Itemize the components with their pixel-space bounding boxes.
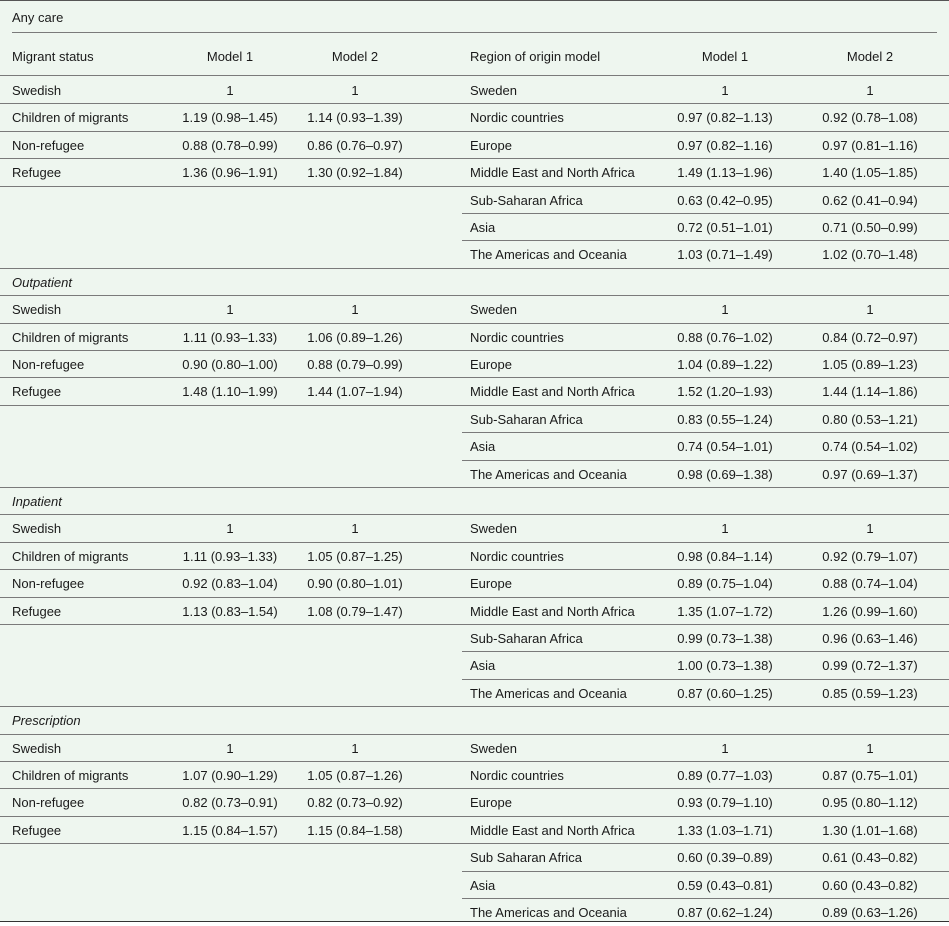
region-model1-cell: 1.00 (0.73–1.38) bbox=[677, 658, 773, 673]
migrant-model2-cell: 1 bbox=[351, 741, 359, 756]
region-label-cell: Sub-Saharan Africa bbox=[470, 631, 583, 646]
region-model1-cell: 0.74 (0.54–1.01) bbox=[677, 439, 773, 454]
table-row bbox=[0, 872, 949, 899]
region-model2-cell: 1 bbox=[866, 302, 874, 317]
region-model1-cell: 1 bbox=[721, 302, 729, 317]
region-label-cell: Sub-Saharan Africa bbox=[470, 193, 583, 208]
region-label-cell: Sweden bbox=[470, 741, 517, 756]
section-title: Outpatient bbox=[12, 275, 72, 290]
migrant-model2-cell: 0.88 (0.79–0.99) bbox=[307, 357, 403, 372]
migrant-model1-cell: 1.13 (0.83–1.54) bbox=[182, 604, 278, 619]
region-label-cell: The Americas and Oceania bbox=[470, 467, 627, 482]
migrant-model2-cell: 1.06 (0.89–1.26) bbox=[307, 330, 403, 345]
table-title: Any care bbox=[12, 10, 64, 25]
migrant-model2-cell: 1.44 (1.07–1.94) bbox=[307, 384, 403, 399]
region-model1-cell: 1 bbox=[721, 741, 729, 756]
migrant-label-cell: Children of migrants bbox=[12, 768, 129, 783]
region-label-cell: Nordic countries bbox=[470, 768, 564, 783]
table-row bbox=[0, 515, 949, 542]
region-label-cell: Europe bbox=[470, 357, 512, 372]
region-label-cell: The Americas and Oceania bbox=[470, 686, 627, 701]
table-row bbox=[0, 817, 949, 844]
region-model2-cell: 0.62 (0.41–0.94) bbox=[822, 193, 918, 208]
col-header-migrant-status: Migrant status bbox=[12, 49, 94, 64]
migrant-label-cell: Non-refugee bbox=[12, 138, 85, 153]
table-row bbox=[0, 680, 949, 707]
region-model2-cell: 0.97 (0.81–1.16) bbox=[822, 138, 918, 153]
col-header-region-model2: Model 2 bbox=[846, 49, 894, 64]
region-label-cell: Middle East and North Africa bbox=[470, 165, 635, 180]
region-model2-cell: 0.99 (0.72–1.37) bbox=[822, 658, 918, 673]
region-label-cell: Sweden bbox=[470, 521, 517, 536]
migrant-model1-cell: 0.88 (0.78–0.99) bbox=[182, 138, 278, 153]
migrant-model1-cell: 0.90 (0.80–1.00) bbox=[182, 357, 278, 372]
region-model1-cell: 0.83 (0.55–1.24) bbox=[677, 412, 773, 427]
region-model2-cell: 1 bbox=[866, 741, 874, 756]
region-label-cell: Europe bbox=[470, 576, 512, 591]
region-model2-cell: 0.84 (0.72–0.97) bbox=[822, 330, 918, 345]
region-model2-cell: 0.88 (0.74–1.04) bbox=[822, 576, 918, 591]
region-model1-cell: 0.98 (0.69–1.38) bbox=[677, 467, 773, 482]
migrant-label-cell: Swedish bbox=[12, 302, 62, 317]
section-title: Prescription bbox=[12, 713, 81, 728]
table-row bbox=[0, 132, 949, 159]
table-row bbox=[0, 789, 949, 816]
migrant-model1-cell: 1.07 (0.90–1.29) bbox=[182, 768, 278, 783]
table-row bbox=[0, 735, 949, 762]
col-header-model2: Model 2 bbox=[331, 49, 379, 64]
migrant-model2-cell: 1 bbox=[351, 521, 359, 536]
migrant-model2-cell: 1 bbox=[351, 83, 359, 98]
section-title-row bbox=[0, 488, 949, 515]
col-header-region: Region of origin model bbox=[470, 49, 601, 64]
migrant-model1-cell: 1.19 (0.98–1.45) bbox=[182, 110, 278, 125]
table-row bbox=[0, 433, 949, 460]
table-row bbox=[0, 187, 949, 214]
migrant-model1-cell: 0.92 (0.83–1.04) bbox=[182, 576, 278, 591]
table-row bbox=[0, 351, 949, 378]
table-row bbox=[0, 214, 949, 241]
region-model2-cell: 0.95 (0.80–1.12) bbox=[822, 795, 918, 810]
migrant-model1-cell: 1 bbox=[226, 741, 234, 756]
region-model2-cell: 0.74 (0.54–1.02) bbox=[822, 439, 918, 454]
region-model1-cell: 1.49 (1.13–1.96) bbox=[677, 165, 773, 180]
migrant-label-cell: Refugee bbox=[12, 823, 62, 838]
region-model1-cell: 0.98 (0.84–1.14) bbox=[677, 549, 773, 564]
region-label-cell: Asia bbox=[470, 220, 496, 235]
region-label-cell: Europe bbox=[470, 795, 512, 810]
region-model2-cell: 1 bbox=[866, 83, 874, 98]
region-model1-cell: 0.88 (0.76–1.02) bbox=[677, 330, 773, 345]
region-label-cell: Asia bbox=[470, 439, 496, 454]
region-model2-cell: 1.26 (0.99–1.60) bbox=[822, 604, 918, 619]
region-model2-cell: 0.87 (0.75–1.01) bbox=[822, 768, 918, 783]
region-model1-cell: 1 bbox=[721, 521, 729, 536]
region-model1-cell: 0.93 (0.79–1.10) bbox=[677, 795, 773, 810]
migrant-model2-cell: 1.15 (0.84–1.58) bbox=[307, 823, 403, 838]
region-label-cell: Middle East and North Africa bbox=[470, 604, 635, 619]
table-row bbox=[0, 241, 949, 268]
region-model2-cell: 0.97 (0.69–1.37) bbox=[822, 467, 918, 482]
col-header-region-model1: Model 1 bbox=[701, 49, 749, 64]
title-rule bbox=[12, 32, 937, 33]
region-model1-cell: 0.89 (0.75–1.04) bbox=[677, 576, 773, 591]
migrant-model1-cell: 1 bbox=[226, 521, 234, 536]
table-row bbox=[0, 159, 949, 186]
migrant-model1-cell: 1.48 (1.10–1.99) bbox=[182, 384, 278, 399]
region-model1-cell: 0.63 (0.42–0.95) bbox=[677, 193, 773, 208]
migrant-model2-cell: 0.82 (0.73–0.92) bbox=[307, 795, 403, 810]
section-title: Inpatient bbox=[12, 494, 62, 509]
region-model2-cell: 1.05 (0.89–1.23) bbox=[822, 357, 918, 372]
region-label-cell: Sweden bbox=[470, 83, 517, 98]
region-model1-cell: 1.03 (0.71–1.49) bbox=[677, 247, 773, 262]
table-row bbox=[0, 104, 949, 131]
region-label-cell: Nordic countries bbox=[470, 549, 564, 564]
table-row bbox=[0, 762, 949, 789]
migrant-model1-cell: 1.11 (0.93–1.33) bbox=[182, 330, 278, 345]
migrant-label-cell: Children of migrants bbox=[12, 110, 129, 125]
table-row bbox=[0, 461, 949, 488]
region-model1-cell: 0.72 (0.51–1.01) bbox=[677, 220, 773, 235]
migrant-label-cell: Non-refugee bbox=[12, 357, 85, 372]
migrant-model2-cell: 1.14 (0.93–1.39) bbox=[307, 110, 403, 125]
region-model1-cell: 1.33 (1.03–1.71) bbox=[677, 823, 773, 838]
region-model2-cell: 1.40 (1.05–1.85) bbox=[822, 165, 918, 180]
region-model1-cell: 0.97 (0.82–1.16) bbox=[677, 138, 773, 153]
migrant-model2-cell: 1.05 (0.87–1.26) bbox=[307, 768, 403, 783]
region-label-cell: Nordic countries bbox=[470, 330, 564, 345]
table-row bbox=[0, 844, 949, 871]
migrant-model1-cell: 0.82 (0.73–0.91) bbox=[182, 795, 278, 810]
table-title-row bbox=[0, 4, 949, 31]
table-row bbox=[0, 652, 949, 679]
region-model2-cell: 1.30 (1.01–1.68) bbox=[822, 823, 918, 838]
region-model2-cell: 0.71 (0.50–0.99) bbox=[822, 220, 918, 235]
region-model2-cell: 0.92 (0.78–1.08) bbox=[822, 110, 918, 125]
region-model2-cell: 0.85 (0.59–1.23) bbox=[822, 686, 918, 701]
table-row bbox=[0, 625, 949, 652]
region-model2-cell: 0.61 (0.43–0.82) bbox=[822, 850, 918, 865]
table-row bbox=[0, 296, 949, 323]
region-label-cell: Asia bbox=[470, 878, 496, 893]
migrant-label-cell: Refugee bbox=[12, 384, 62, 399]
header-rule bbox=[0, 75, 949, 76]
migrant-label-cell: Refugee bbox=[12, 165, 62, 180]
region-model1-cell: 0.87 (0.60–1.25) bbox=[677, 686, 773, 701]
migrant-model2-cell: 0.90 (0.80–1.01) bbox=[307, 576, 403, 591]
migrant-label-cell: Refugee bbox=[12, 604, 62, 619]
region-model1-cell: 0.59 (0.43–0.81) bbox=[677, 878, 773, 893]
region-label-cell: The Americas and Oceania bbox=[470, 905, 627, 920]
table-row bbox=[0, 378, 949, 405]
region-label-cell: The Americas and Oceania bbox=[470, 247, 627, 262]
migrant-model1-cell: 1.11 (0.93–1.33) bbox=[182, 549, 278, 564]
col-header-model1: Model 1 bbox=[206, 49, 254, 64]
table-row bbox=[0, 324, 949, 351]
region-label-cell: Sub-Saharan Africa bbox=[470, 412, 583, 427]
region-model1-cell: 1.52 (1.20–1.93) bbox=[677, 384, 773, 399]
region-model2-cell: 0.60 (0.43–0.82) bbox=[822, 878, 918, 893]
migrant-model2-cell: 1 bbox=[351, 302, 359, 317]
migrant-label-cell: Swedish bbox=[12, 521, 62, 536]
migrant-label-cell: Non-refugee bbox=[12, 795, 85, 810]
region-label-cell: Middle East and North Africa bbox=[470, 823, 635, 838]
section-title-row bbox=[0, 269, 949, 296]
region-model1-cell: 0.89 (0.77–1.03) bbox=[677, 768, 773, 783]
migrant-model2-cell: 1.05 (0.87–1.25) bbox=[307, 549, 403, 564]
region-model2-cell: 1.02 (0.70–1.48) bbox=[822, 247, 918, 262]
region-model1-cell: 0.99 (0.73–1.38) bbox=[677, 631, 773, 646]
region-model1-cell: 0.87 (0.62–1.24) bbox=[677, 905, 773, 920]
migrant-model1-cell: 1.15 (0.84–1.57) bbox=[182, 823, 278, 838]
region-label-cell: Sweden bbox=[470, 302, 517, 317]
migrant-label-cell: Non-refugee bbox=[12, 576, 85, 591]
region-label-cell: Sub Saharan Africa bbox=[470, 850, 583, 865]
table-row bbox=[0, 406, 949, 433]
migrant-model1-cell: 1 bbox=[226, 302, 234, 317]
region-label-cell: Middle East and North Africa bbox=[470, 384, 635, 399]
region-model2-cell: 1.44 (1.14–1.86) bbox=[822, 384, 918, 399]
table-row bbox=[0, 543, 949, 570]
migrant-label-cell: Children of migrants bbox=[12, 549, 129, 564]
region-model1-cell: 1.04 (0.89–1.22) bbox=[677, 357, 773, 372]
table-row bbox=[0, 598, 949, 625]
migrant-model2-cell: 0.86 (0.76–0.97) bbox=[307, 138, 403, 153]
migrant-label-cell: Swedish bbox=[12, 83, 62, 98]
region-model2-cell: 0.92 (0.79–1.07) bbox=[822, 549, 918, 564]
migrant-label-cell: Children of migrants bbox=[12, 330, 129, 345]
table-row bbox=[0, 77, 949, 104]
region-label-cell: Europe bbox=[470, 138, 512, 153]
region-model2-cell: 0.96 (0.63–1.46) bbox=[822, 631, 918, 646]
region-model1-cell: 0.97 (0.82–1.13) bbox=[677, 110, 773, 125]
column-header-row bbox=[0, 43, 949, 70]
migrant-model1-cell: 1 bbox=[226, 83, 234, 98]
migrant-model2-cell: 1.08 (0.79–1.47) bbox=[307, 604, 403, 619]
migrant-model2-cell: 1.30 (0.92–1.84) bbox=[307, 165, 403, 180]
region-model2-cell: 1 bbox=[866, 521, 874, 536]
table-row bbox=[0, 570, 949, 597]
section-title-row bbox=[0, 707, 949, 734]
migrant-model1-cell: 1.36 (0.96–1.91) bbox=[182, 165, 278, 180]
region-model2-cell: 0.80 (0.53–1.21) bbox=[822, 412, 918, 427]
region-model1-cell: 0.60 (0.39–0.89) bbox=[677, 850, 773, 865]
region-label-cell: Asia bbox=[470, 658, 496, 673]
region-label-cell: Nordic countries bbox=[470, 110, 564, 125]
region-model1-cell: 1.35 (1.07–1.72) bbox=[677, 604, 773, 619]
region-model2-cell: 0.89 (0.63–1.26) bbox=[822, 905, 918, 920]
migrant-label-cell: Swedish bbox=[12, 741, 62, 756]
region-model1-cell: 1 bbox=[721, 83, 729, 98]
